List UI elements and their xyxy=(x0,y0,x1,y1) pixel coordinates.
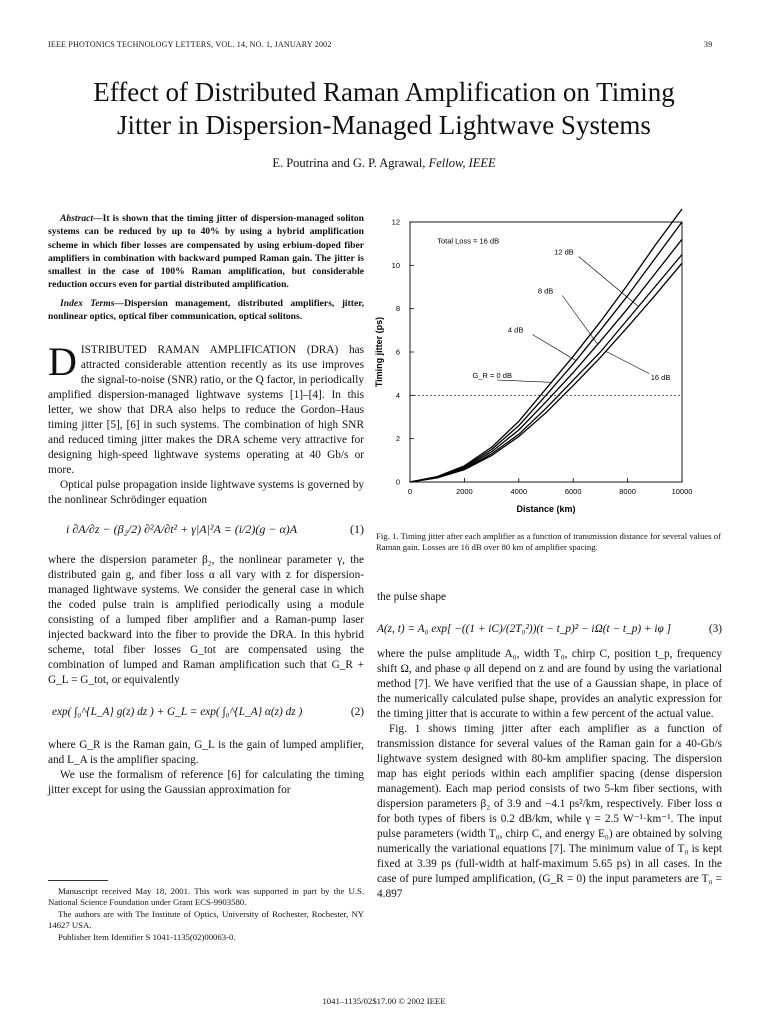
figure-1 xyxy=(372,208,722,528)
series-line xyxy=(410,209,682,482)
x-tick-label: 0 xyxy=(407,487,413,496)
x-tick-label: 6000 xyxy=(564,487,582,496)
y-tick-label: 12 xyxy=(391,217,400,227)
y-axis-label: Timing jitter (ps) xyxy=(374,316,384,388)
equation-3 xyxy=(377,623,722,635)
equation-1-body: i ∂A/∂z − (β₂/2) ∂²A/∂t² + γ|A|²A = (i/2)(g − α)A xyxy=(66,522,298,537)
paragraph-variational: where the pulse amplitude A₀, width T₀, chirp C, position t_p, frequency shift Ω, and phase φ all depend on z and are found by using the variational method [7]. We have verified that the use of a Gaussian shape, in place of the numerically calculated pulse shape, provides an analytic expression for the timing jitter that is accurate to within a few percent of the actual value. xyxy=(377,648,722,720)
copyright-footer: 1041–1135/02$17.00 © 2002 IEEE xyxy=(322,996,446,1006)
right-column xyxy=(377,590,722,902)
equation-3-body: A(z, t) = A₀ exp[ −((1 + iC)/(2T₀²))(t − t_p)² − iΩ(t − t_p) + iφ ] xyxy=(377,623,671,635)
paragraph-parameters: where the dispersion parameter β₂, the nonlinear parameter γ, the distributed gain g, and fiber loss α all vary with z for dispersion-managed lightwave systems. We consider the general case in which the coded pulse train is amplified periodically using a module consisting of a lumped fiber amplifier and a Raman-pump laser injected backward into the fiber to provide the DRA. In this hybrid scheme, total fiber losses G_tot are compensated using the combination of lumped and Raman amplification such that G_R + G_L = G_tot, or equivalently xyxy=(48,554,364,687)
paragraph-pulse-shape: the pulse shape xyxy=(377,591,447,603)
annotation-leader xyxy=(532,335,576,361)
abstract-label: Abstract— xyxy=(60,213,103,224)
authors: E. Poutrina and G. P. Agrawal, xyxy=(272,156,426,170)
x-tick-label: 2000 xyxy=(456,487,473,496)
y-tick-label: 8 xyxy=(395,304,400,314)
paragraph-gain-definitions: where G_R is the Raman gain, G_L is the gain of lumped amplifier, and L_A is the amplifier spacing. xyxy=(48,739,364,767)
title-line-1: Effect of Distributed Raman Amplification on Timing xyxy=(93,77,675,107)
drop-cap: D xyxy=(48,339,77,385)
footnotes xyxy=(48,886,364,943)
plot-frame xyxy=(410,222,682,482)
annotation-label: 12 dB xyxy=(554,247,574,257)
annotation-leader xyxy=(497,380,551,382)
footnote-affiliation: The authors are with The Institute of Optics, University of Rochester, Rochester, NY 14627 USA. xyxy=(48,908,364,931)
equation-2 xyxy=(52,706,364,718)
timing-jitter-chart xyxy=(372,208,722,528)
series-line xyxy=(410,222,682,482)
equation-2-body: exp( ∫₀^{L_A} g(z) dz ) + G_L = exp( ∫₀^{L_A} α(z) dz ) xyxy=(52,706,303,719)
intro-text: ISTRIBUTED RAMAN AMPLIFICATION (DRA) has attracted considerable attention recently as its use improves the signal-to-noise (SNR) ratio, or the Q factor, in periodically amplified dispersion-managed lightwave systems [1]–[4]. In this letter, we show that DRA also helps to reduce the Gordon–Haus timing jitter [5], [6] in such systems. The combination of high SNR and reduced timing jitter makes the DRA scheme very attractive for designing high-speed lightwave systems operating at 40 Gb/s or more. xyxy=(48,344,364,477)
intro-paragraph xyxy=(48,339,364,478)
author-fellow: Fellow, IEEE xyxy=(428,156,496,170)
paragraph-fig1-discussion: Fig. 1 shows timing jitter after each amplifier as a function of transmission distance for several values of the Raman gain for a 40-Gb/s lightwave system designed with 80-km amplifier spacing. The dispersion map has eight periods within each amplifier spacing (dense dispersion management). Each map period consists of two 5-km fiber sections, with dispersion parameters β₂ of 3.9 and −4.1 ps²/km, respectively. Fiber loss α for both types of fibers is 0.2 dB/km, while γ = 2.5 W⁻¹·km⁻¹. The input pulse parameters (width T₀, chirp C, and energy E₀) are obtained by solving numerically the variational equations [7]. The minimum value of T₀ is kept fixed at 3.39 ps (full-width at half-maximum 5.65 ps) in all cases. In the case of pure lumped amplification, (G_R = 0) the input parameters are T₀ = 4.897 xyxy=(377,723,722,900)
annotation-leader xyxy=(606,351,650,373)
equation-3-number: (3) xyxy=(708,623,722,635)
x-tick-label: 8000 xyxy=(619,487,636,496)
paper-title xyxy=(0,76,768,142)
annotation-total-loss: Total Loss = 16 dB xyxy=(437,236,500,246)
y-tick-label: 0 xyxy=(395,477,400,487)
index-terms xyxy=(48,297,364,324)
annotation-label: 4 dB xyxy=(507,325,524,335)
footnote-manuscript: Manuscript received May 18, 2001. This work was supported in part by the U.S. National Science Foundation under Grant ECS-9903580. xyxy=(48,886,364,908)
y-tick-label: 4 xyxy=(395,390,400,400)
series-line xyxy=(410,236,682,482)
x-tick-label: 4000 xyxy=(510,487,528,496)
x-axis-label: Distance (km) xyxy=(516,504,576,514)
y-tick-label: 10 xyxy=(391,260,400,270)
figure-caption-label: Fig. 1. xyxy=(376,531,399,541)
left-column xyxy=(48,212,364,798)
equation-2-number: (2) xyxy=(350,706,364,719)
abstract-text: It is shown that the timing jitter of dispersion-managed soliton systems can be reduced by up to 40% by using a hybrid amplification scheme in which fiber losses are compensated by using erbium-doped fiber amplifiers in combination with backward pumped Raman gain. The jitter is smallest in the case of 100% Raman amplification, but considerable reduction occurs even for partial distributed amplification. xyxy=(48,213,364,291)
author-line xyxy=(0,156,768,171)
title-line-2: Jitter in Dispersion-Managed Lightwave Systems xyxy=(117,110,651,140)
equation-1 xyxy=(66,522,364,537)
equation-1-number: (1) xyxy=(350,522,364,537)
index-terms-text: Dispersion management, distributed amplifiers, jitter, nonlinear optics, optical fiber communication, optical solitons. xyxy=(48,297,364,323)
annotation-16db: 16 dB xyxy=(650,373,671,383)
annotation-label: G_R = 0 dB xyxy=(472,371,512,380)
page-number: 39 xyxy=(704,40,713,49)
y-tick-label: 2 xyxy=(395,434,400,444)
x-tick-label: 10000 xyxy=(671,487,693,496)
journal-header: IEEE PHOTONICS TECHNOLOGY LETTERS, VOL. 14, NO. 1, JANUARY 2002 xyxy=(48,40,332,49)
series-line xyxy=(410,263,682,482)
annotation-label: 8 dB xyxy=(537,286,554,296)
paragraph-nlse: Optical pulse propagation inside lightwave systems is governed by the nonlinear Schrödinger equation xyxy=(48,479,364,507)
figure-caption xyxy=(376,531,721,554)
footnote-identifier: Publisher Item Identifier S 1041-1135(02)00063-0. xyxy=(58,931,236,942)
footnote-rule xyxy=(48,880,108,881)
abstract xyxy=(48,212,364,292)
paragraph-formalism: We use the formalism of reference [6] for calculating the timing jitter except for using the Gaussian approximation for xyxy=(48,769,364,797)
annotation-leader xyxy=(562,296,597,345)
index-terms-label: Index Terms— xyxy=(60,297,125,309)
figure-caption-text: Timing jitter after each amplifier as a function of transmission distance for several values of Raman gain. Losses are 16 dB over 80 km of amplifier spacing. xyxy=(376,531,721,553)
y-tick-label: 6 xyxy=(395,347,400,357)
